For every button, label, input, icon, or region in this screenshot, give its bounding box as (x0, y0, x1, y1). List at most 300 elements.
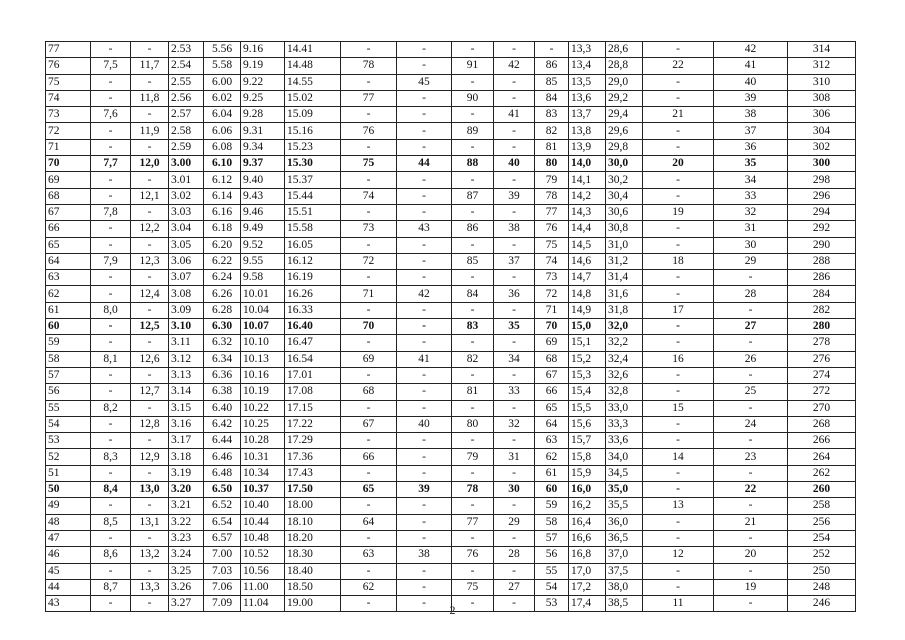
table-cell: - (341, 498, 397, 514)
table-cell: 38,0 (606, 579, 643, 595)
table-cell: 9.34 (241, 139, 285, 155)
table-cell: 84 (535, 90, 569, 106)
table-cell: - (714, 596, 788, 612)
table-cell: - (714, 302, 788, 318)
table-cell: - (131, 172, 169, 188)
table-cell: - (341, 42, 397, 58)
table-cell: 14,9 (569, 302, 606, 318)
table-cell: 248 (788, 579, 856, 595)
table-cell: - (452, 400, 494, 416)
table-cell: 64 (341, 514, 397, 530)
table-cell: 18.40 (285, 563, 341, 579)
table-cell: 65 (535, 400, 569, 416)
table-cell: 62 (46, 286, 91, 302)
table-cell: 246 (788, 596, 856, 612)
table-cell: 56 (46, 384, 91, 400)
table-cell: 9.19 (241, 58, 285, 74)
table-cell: 3.19 (169, 465, 204, 481)
table-cell: 76 (341, 123, 397, 139)
table-cell: 91 (452, 58, 494, 74)
table-row (46, 449, 856, 465)
table-cell: 296 (788, 188, 856, 204)
table-cell: 13,5 (569, 74, 606, 90)
table-row (46, 433, 856, 449)
table-cell: 270 (788, 400, 856, 416)
table-row (46, 221, 856, 237)
table-cell: 67 (341, 416, 397, 432)
table-cell: - (131, 563, 169, 579)
table-cell: 12,2 (131, 221, 169, 237)
table-cell: - (397, 237, 452, 253)
table-cell: 250 (788, 563, 856, 579)
table-cell: 24 (714, 416, 788, 432)
table-cell: 288 (788, 253, 856, 269)
table-cell: 10.10 (241, 335, 285, 351)
table-row (46, 367, 856, 383)
table-cell: 10.37 (241, 482, 285, 498)
table-cell: 13,7 (569, 107, 606, 123)
table-cell: 15.09 (285, 107, 341, 123)
table-cell: 60 (46, 319, 91, 335)
table-cell: 308 (788, 90, 856, 106)
table-cell: - (131, 42, 169, 58)
table-cell: 13,2 (131, 547, 169, 563)
table-cell: 14,6 (569, 253, 606, 269)
table-cell: 36,5 (606, 530, 643, 546)
table-cell: 12,4 (131, 286, 169, 302)
table-cell: 256 (788, 514, 856, 530)
table-cell: - (714, 433, 788, 449)
table-cell: 29 (714, 253, 788, 269)
score-table (45, 41, 856, 612)
table-cell: 80 (535, 156, 569, 172)
table-cell: 6.34 (204, 351, 241, 367)
table-row (46, 237, 856, 253)
table-cell: 10.28 (241, 433, 285, 449)
table-cell: 10.22 (241, 400, 285, 416)
table-cell: 73 (46, 107, 91, 123)
table-cell: 13,9 (569, 139, 606, 155)
table-cell: 17,0 (569, 563, 606, 579)
table-cell: - (452, 237, 494, 253)
table-cell: 70 (535, 319, 569, 335)
table-cell: 3.17 (169, 433, 204, 449)
table-cell: - (643, 286, 714, 302)
table-cell: 40 (714, 74, 788, 90)
table-cell: - (643, 465, 714, 481)
table-cell: 6.06 (204, 123, 241, 139)
table-cell: 3.02 (169, 188, 204, 204)
table-cell: 31 (714, 221, 788, 237)
table-cell: 66 (341, 449, 397, 465)
table-cell: 6.36 (204, 367, 241, 383)
table-cell: 12 (643, 547, 714, 563)
table-cell: 77 (46, 42, 91, 58)
table-cell: 15 (643, 400, 714, 416)
table-cell: 33,3 (606, 416, 643, 432)
table-cell: 18.00 (285, 498, 341, 514)
table-cell: 6.20 (204, 237, 241, 253)
table-row (46, 123, 856, 139)
table-cell: - (397, 188, 452, 204)
table-cell: - (341, 335, 397, 351)
table-cell: 15.51 (285, 204, 341, 220)
table-cell: 19.00 (285, 596, 341, 612)
table-cell: - (643, 482, 714, 498)
table-row (46, 58, 856, 74)
table-cell: 22 (643, 58, 714, 74)
table-cell: 78 (341, 58, 397, 74)
table-cell: 9.43 (241, 188, 285, 204)
table-cell: 52 (46, 449, 91, 465)
table-cell: 16.05 (285, 237, 341, 253)
table-cell: 18.50 (285, 579, 341, 595)
table-cell: - (397, 139, 452, 155)
table-cell: 82 (452, 351, 494, 367)
table-cell: - (535, 42, 569, 58)
table-cell: 53 (46, 433, 91, 449)
table-cell: 71 (341, 286, 397, 302)
table-cell: 30 (494, 482, 535, 498)
table-cell: 10.44 (241, 514, 285, 530)
table-cell: 6.28 (204, 302, 241, 318)
table-cell: 31,2 (606, 253, 643, 269)
table-cell: 13,3 (569, 42, 606, 58)
table-cell: - (341, 107, 397, 123)
table-cell: 280 (788, 319, 856, 335)
table-cell: 6.40 (204, 400, 241, 416)
table-cell: 68 (341, 384, 397, 400)
table-cell: 14,0 (569, 156, 606, 172)
table-cell: 28 (494, 547, 535, 563)
table-cell: 61 (46, 302, 91, 318)
table-cell: - (131, 302, 169, 318)
table-cell: - (131, 74, 169, 90)
table-cell: 12,9 (131, 449, 169, 465)
table-cell: 54 (46, 416, 91, 432)
table-cell: 29,8 (606, 139, 643, 155)
table-cell: 60 (535, 482, 569, 498)
table-cell: 7.06 (204, 579, 241, 595)
table-cell: 314 (788, 42, 856, 58)
table-cell: 32 (714, 204, 788, 220)
table-cell: 7,9 (91, 253, 131, 269)
table-cell: 54 (535, 579, 569, 595)
table-cell: 38 (714, 107, 788, 123)
table-cell: 79 (535, 172, 569, 188)
table-cell: 81 (535, 139, 569, 155)
table-cell: - (91, 90, 131, 106)
table-row (46, 579, 856, 595)
table-cell: - (397, 107, 452, 123)
table-cell: 282 (788, 302, 856, 318)
table-cell: 6.02 (204, 90, 241, 106)
table-cell: 6.48 (204, 465, 241, 481)
table-cell: - (452, 107, 494, 123)
table-cell: 3.13 (169, 367, 204, 383)
table-cell: - (494, 498, 535, 514)
table-cell: 57 (46, 367, 91, 383)
table-cell: 15,5 (569, 400, 606, 416)
table-cell: 46 (46, 547, 91, 563)
table-cell: 15,8 (569, 449, 606, 465)
table-cell: 3.05 (169, 237, 204, 253)
table-cell: 39 (494, 188, 535, 204)
table-cell: 67 (535, 367, 569, 383)
table-cell: 6.32 (204, 335, 241, 351)
table-cell: - (643, 123, 714, 139)
table-cell: - (131, 139, 169, 155)
table-cell: 61 (535, 465, 569, 481)
table-cell: 45 (46, 563, 91, 579)
table-cell: - (91, 188, 131, 204)
table-cell: 14,5 (569, 237, 606, 253)
table-cell: 10.52 (241, 547, 285, 563)
table-cell: 11 (643, 596, 714, 612)
table-cell: 16.33 (285, 302, 341, 318)
table-cell: 65 (341, 482, 397, 498)
table-cell: - (643, 237, 714, 253)
table-cell: 13,6 (569, 90, 606, 106)
table-cell: 43 (397, 221, 452, 237)
table-cell: 72 (535, 286, 569, 302)
table-cell: 33,6 (606, 433, 643, 449)
table-cell: 27 (494, 579, 535, 595)
table-cell: 15.02 (285, 90, 341, 106)
table-cell: 40 (397, 416, 452, 432)
table-cell: - (397, 563, 452, 579)
table-cell: 16,2 (569, 498, 606, 514)
table-cell: 2.59 (169, 139, 204, 155)
table-cell: 27 (714, 319, 788, 335)
table-cell: 32,8 (606, 384, 643, 400)
table-cell: - (397, 367, 452, 383)
table-cell: 2.56 (169, 90, 204, 106)
table-cell: 32,2 (606, 335, 643, 351)
table-cell: - (494, 465, 535, 481)
table-cell: - (341, 139, 397, 155)
table-cell: - (341, 530, 397, 546)
table-cell: 36 (494, 286, 535, 302)
table-cell: - (643, 563, 714, 579)
table-cell: 13,8 (569, 123, 606, 139)
table-cell: 2.53 (169, 42, 204, 58)
table-cell: - (643, 90, 714, 106)
table-cell: 17.08 (285, 384, 341, 400)
table-cell: 9.16 (241, 42, 285, 58)
table-cell: - (452, 498, 494, 514)
table-cell: 14.41 (285, 42, 341, 58)
table-cell: - (397, 90, 452, 106)
table-cell: 3.03 (169, 204, 204, 220)
table-cell: 35 (714, 156, 788, 172)
table-cell: 17.29 (285, 433, 341, 449)
table-cell: 55 (46, 400, 91, 416)
table-row (46, 90, 856, 106)
table-cell: - (494, 172, 535, 188)
table-cell: 6.38 (204, 384, 241, 400)
table-cell: 9.40 (241, 172, 285, 188)
table-cell: 63 (341, 547, 397, 563)
table-cell: 3.14 (169, 384, 204, 400)
table-cell: 12,5 (131, 319, 169, 335)
table-cell: 18.30 (285, 547, 341, 563)
table-cell: - (397, 58, 452, 74)
table-cell: 3.08 (169, 286, 204, 302)
table-cell: 83 (535, 107, 569, 123)
table-cell: - (397, 335, 452, 351)
table-row (46, 351, 856, 367)
table-cell: 6.22 (204, 253, 241, 269)
table-cell: - (131, 204, 169, 220)
table-cell: 3.01 (169, 172, 204, 188)
table-cell: 3.25 (169, 563, 204, 579)
table-cell: 13,3 (131, 579, 169, 595)
table-cell: 38 (494, 221, 535, 237)
table-cell: 25 (714, 384, 788, 400)
table-cell: 16.40 (285, 319, 341, 335)
table-cell: - (131, 107, 169, 123)
table-cell: - (494, 563, 535, 579)
table-cell: - (452, 302, 494, 318)
table-cell: 16 (643, 351, 714, 367)
table-cell: - (643, 188, 714, 204)
table-cell: 21 (714, 514, 788, 530)
table-cell: 15.16 (285, 123, 341, 139)
table-cell: - (494, 74, 535, 90)
table-cell: - (452, 139, 494, 155)
table-cell: 286 (788, 270, 856, 286)
table-cell: 26 (714, 351, 788, 367)
table-cell: - (131, 237, 169, 253)
table-cell: - (494, 204, 535, 220)
table-cell: - (91, 465, 131, 481)
table-cell: 68 (535, 351, 569, 367)
table-cell: 77 (341, 90, 397, 106)
table-cell: 306 (788, 107, 856, 123)
table-cell: 3.00 (169, 156, 204, 172)
table-cell: 6.10 (204, 156, 241, 172)
table-cell: 17 (643, 302, 714, 318)
table-cell: 9.22 (241, 74, 285, 90)
table-cell: 5.58 (204, 58, 241, 74)
table-cell: - (494, 367, 535, 383)
table-cell: 28,6 (606, 42, 643, 58)
table-cell: 16.12 (285, 253, 341, 269)
table-cell: 75 (535, 237, 569, 253)
table-cell: - (494, 42, 535, 58)
table-cell: 6.50 (204, 482, 241, 498)
table-cell: 15,1 (569, 335, 606, 351)
table-cell: 6.54 (204, 514, 241, 530)
table-cell: 3.07 (169, 270, 204, 286)
table-cell: - (397, 514, 452, 530)
table-cell: 10.56 (241, 563, 285, 579)
table-cell: 31,0 (606, 237, 643, 253)
table-cell: - (397, 498, 452, 514)
table-cell: 9.58 (241, 270, 285, 286)
table-cell: 30,0 (606, 156, 643, 172)
table-row (46, 302, 856, 318)
table-cell: 6.16 (204, 204, 241, 220)
table-cell: - (714, 270, 788, 286)
table-cell: 23 (714, 449, 788, 465)
table-cell: 86 (452, 221, 494, 237)
table-row (46, 42, 856, 58)
table-cell: 12,1 (131, 188, 169, 204)
table-cell: 260 (788, 482, 856, 498)
table-cell: - (91, 237, 131, 253)
table-cell: 32,4 (606, 351, 643, 367)
table-cell: - (91, 270, 131, 286)
table-cell: - (397, 449, 452, 465)
table-cell: 2.58 (169, 123, 204, 139)
table-cell: 35 (494, 319, 535, 335)
table-cell: 8,5 (91, 514, 131, 530)
table-cell: 68 (46, 188, 91, 204)
table-row (46, 335, 856, 351)
table-cell: 18.20 (285, 530, 341, 546)
table-cell: 50 (46, 482, 91, 498)
table-cell: 6.46 (204, 449, 241, 465)
table-cell: 39 (397, 482, 452, 498)
table-row (46, 416, 856, 432)
table-cell: 41 (397, 351, 452, 367)
table-cell: 3.10 (169, 319, 204, 335)
table-cell: 66 (535, 384, 569, 400)
table-cell: - (494, 90, 535, 106)
table-cell: 38 (397, 547, 452, 563)
table-cell: 30 (714, 237, 788, 253)
table-cell: - (643, 319, 714, 335)
table-cell: 15,6 (569, 416, 606, 432)
table-cell: 14.48 (285, 58, 341, 74)
table-cell: 3.11 (169, 335, 204, 351)
table-cell: 59 (535, 498, 569, 514)
table-cell: 75 (46, 74, 91, 90)
table-cell: 3.23 (169, 530, 204, 546)
table-row (46, 400, 856, 416)
table-cell: 10.19 (241, 384, 285, 400)
table-cell: 29 (494, 514, 535, 530)
table-cell: 3.26 (169, 579, 204, 595)
table-cell: 15,7 (569, 433, 606, 449)
table-cell: 14,1 (569, 172, 606, 188)
table-cell: - (452, 335, 494, 351)
table-cell: - (341, 433, 397, 449)
table-cell: 13 (643, 498, 714, 514)
table-cell: 7.03 (204, 563, 241, 579)
table-cell: - (341, 204, 397, 220)
table-cell: - (91, 384, 131, 400)
table-cell: - (494, 400, 535, 416)
table-cell: - (643, 530, 714, 546)
table-cell: 15,3 (569, 367, 606, 383)
table-cell: 14,2 (569, 188, 606, 204)
table-cell: 16,0 (569, 482, 606, 498)
table-cell: 264 (788, 449, 856, 465)
table-cell: 11.04 (241, 596, 285, 612)
table-cell: 2.57 (169, 107, 204, 123)
table-cell: - (91, 74, 131, 90)
table-cell: - (397, 400, 452, 416)
table-cell: 258 (788, 498, 856, 514)
table-cell: - (341, 596, 397, 612)
table-cell: 16.19 (285, 270, 341, 286)
table-cell: 268 (788, 416, 856, 432)
table-cell: 48 (46, 514, 91, 530)
table-cell: 16,4 (569, 514, 606, 530)
